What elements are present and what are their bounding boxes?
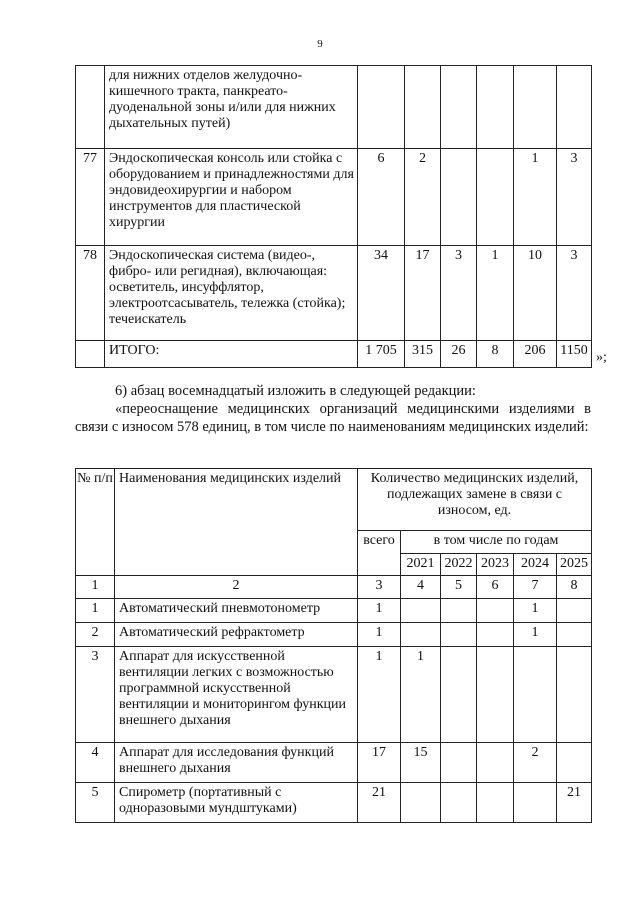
table-row bbox=[76, 599, 592, 623]
header-year: 2021 bbox=[401, 554, 441, 576]
table-row bbox=[76, 647, 592, 743]
row-number: 1 bbox=[76, 599, 115, 623]
quantity-cell bbox=[557, 599, 592, 623]
column-number: 7 bbox=[514, 576, 557, 599]
row-number bbox=[76, 341, 105, 368]
quantity-cell bbox=[441, 599, 477, 623]
quantity-cell: 6 bbox=[358, 149, 405, 246]
header-num: № п/п bbox=[76, 469, 115, 576]
table-row bbox=[76, 783, 592, 823]
quantity-cell bbox=[557, 623, 592, 647]
quantity-cell: 26 bbox=[441, 341, 477, 368]
header-year: 2023 bbox=[477, 554, 514, 576]
row-number: 5 bbox=[76, 783, 115, 823]
replacement-table bbox=[75, 468, 592, 823]
header-by-year: в том числе по годам bbox=[401, 531, 592, 554]
page-number: 9 bbox=[317, 38, 323, 50]
header-quantity: Количество медицинских изделий, подлежащих замене в связи с износом, ед. bbox=[358, 469, 592, 531]
paragraph-reequipment: «переоснащение медицинских организаций медицинскими изделиями в связи с износом 578 единиц, в том числе по наименованиям медицинских изделий: bbox=[75, 401, 591, 435]
row-number: 3 bbox=[76, 647, 115, 743]
quantity-cell: 1 bbox=[401, 647, 441, 743]
row-number: 78 bbox=[76, 246, 105, 341]
quantity-cell: 34 bbox=[358, 246, 405, 341]
quantity-cell: 3 bbox=[557, 246, 592, 341]
quantity-cell bbox=[477, 783, 514, 823]
quantity-cell bbox=[401, 623, 441, 647]
quantity-cell bbox=[477, 149, 514, 246]
quantity-cell bbox=[514, 66, 557, 149]
item-name: Эндоскопическая система (видео-, фибро- или регидная), включающая: осветитель, инсуффлятор, электроотсасыватель, тележка (стойка); течеискатель bbox=[105, 246, 358, 341]
row-number: 2 bbox=[76, 623, 115, 647]
table-row bbox=[76, 149, 592, 246]
item-name: Спирометр (портативный с одноразовыми мундштуками) bbox=[115, 783, 358, 823]
quantity-cell: 10 bbox=[514, 246, 557, 341]
header-year: 2024 bbox=[514, 554, 557, 576]
closing-quote: »; bbox=[596, 350, 607, 365]
quantity-cell: 1 bbox=[514, 149, 557, 246]
quantity-cell: 3 bbox=[441, 246, 477, 341]
quantity-cell bbox=[477, 66, 514, 149]
quantity-cell bbox=[477, 623, 514, 647]
column-number: 1 bbox=[76, 576, 115, 599]
quantity-cell bbox=[557, 743, 592, 783]
quantity-cell: 1 bbox=[477, 246, 514, 341]
quantity-cell bbox=[477, 743, 514, 783]
item-name: Автоматический пневмотонометр bbox=[115, 599, 358, 623]
quantity-cell: 3 bbox=[557, 149, 592, 246]
column-number: 8 bbox=[557, 576, 592, 599]
column-number: 4 bbox=[401, 576, 441, 599]
quantity-cell: 206 bbox=[514, 341, 557, 368]
table-row bbox=[76, 623, 592, 647]
quantity-cell bbox=[358, 66, 405, 149]
item-name: Аппарат для исследования функций внешнего дыхания bbox=[115, 743, 358, 783]
quantity-cell bbox=[477, 599, 514, 623]
item-name: для нижних отделов желудочно-кишечного тракта, панкреато-дуоденальной зоны и/или для нижних дыхательных путей) bbox=[105, 66, 358, 149]
quantity-cell bbox=[441, 647, 477, 743]
quantity-cell: 17 bbox=[405, 246, 441, 341]
equipment-table-continued bbox=[75, 65, 592, 368]
item-name: Аппарат для искусственной вентиляции легких с возможностью программной искусственной вентиляции и мониторингом функции внешнего дыхания bbox=[115, 647, 358, 743]
item-name: Автоматический рефрактометр bbox=[115, 623, 358, 647]
table-row bbox=[76, 246, 592, 341]
column-number: 6 bbox=[477, 576, 514, 599]
quantity-cell bbox=[441, 149, 477, 246]
header-name: Наименования медицинских изделий bbox=[115, 469, 358, 576]
quantity-cell: 17 bbox=[358, 743, 401, 783]
column-number: 5 bbox=[441, 576, 477, 599]
row-number: 4 bbox=[76, 743, 115, 783]
quantity-cell bbox=[441, 66, 477, 149]
quantity-cell: 1 bbox=[514, 599, 557, 623]
row-number bbox=[76, 66, 105, 149]
quantity-cell bbox=[514, 647, 557, 743]
quantity-cell bbox=[441, 623, 477, 647]
column-number: 3 bbox=[358, 576, 401, 599]
quantity-cell: 15 bbox=[401, 743, 441, 783]
quantity-cell bbox=[514, 783, 557, 823]
quantity-cell: 315 bbox=[405, 341, 441, 368]
quantity-cell bbox=[441, 743, 477, 783]
table-row bbox=[76, 743, 592, 783]
row-number: 77 bbox=[76, 149, 105, 246]
quantity-cell: 1 bbox=[514, 623, 557, 647]
quantity-cell bbox=[401, 783, 441, 823]
quantity-cell bbox=[477, 647, 514, 743]
quantity-cell: 8 bbox=[477, 341, 514, 368]
table-row bbox=[76, 341, 592, 368]
table-row bbox=[76, 66, 592, 149]
quantity-cell: 2 bbox=[514, 743, 557, 783]
item-name: ИТОГО: bbox=[105, 341, 358, 368]
quantity-cell: 1 bbox=[358, 623, 401, 647]
quantity-cell: 1 bbox=[358, 647, 401, 743]
quantity-cell: 21 bbox=[557, 783, 592, 823]
paragraph-amendment: 6) абзац восемнадцатый изложить в следующей редакции: bbox=[115, 383, 476, 399]
quantity-cell bbox=[401, 599, 441, 623]
item-name: Эндоскопическая консоль или стойка с оборудованием и принадлежностями для эндовидеохирургии и набором инструментов для пластической хирургии bbox=[105, 149, 358, 246]
quantity-cell: 21 bbox=[358, 783, 401, 823]
header-total: всего bbox=[358, 531, 401, 576]
header-year: 2022 bbox=[441, 554, 477, 576]
quantity-cell bbox=[441, 783, 477, 823]
quantity-cell bbox=[557, 647, 592, 743]
quantity-cell bbox=[405, 66, 441, 149]
quantity-cell: 1 705 bbox=[358, 341, 405, 368]
quantity-cell: 1 bbox=[358, 599, 401, 623]
header-year: 2025 bbox=[557, 554, 592, 576]
quantity-cell: 2 bbox=[405, 149, 441, 246]
quantity-cell bbox=[557, 66, 592, 149]
column-number: 2 bbox=[115, 576, 358, 599]
quantity-cell: 1150 bbox=[557, 341, 592, 368]
